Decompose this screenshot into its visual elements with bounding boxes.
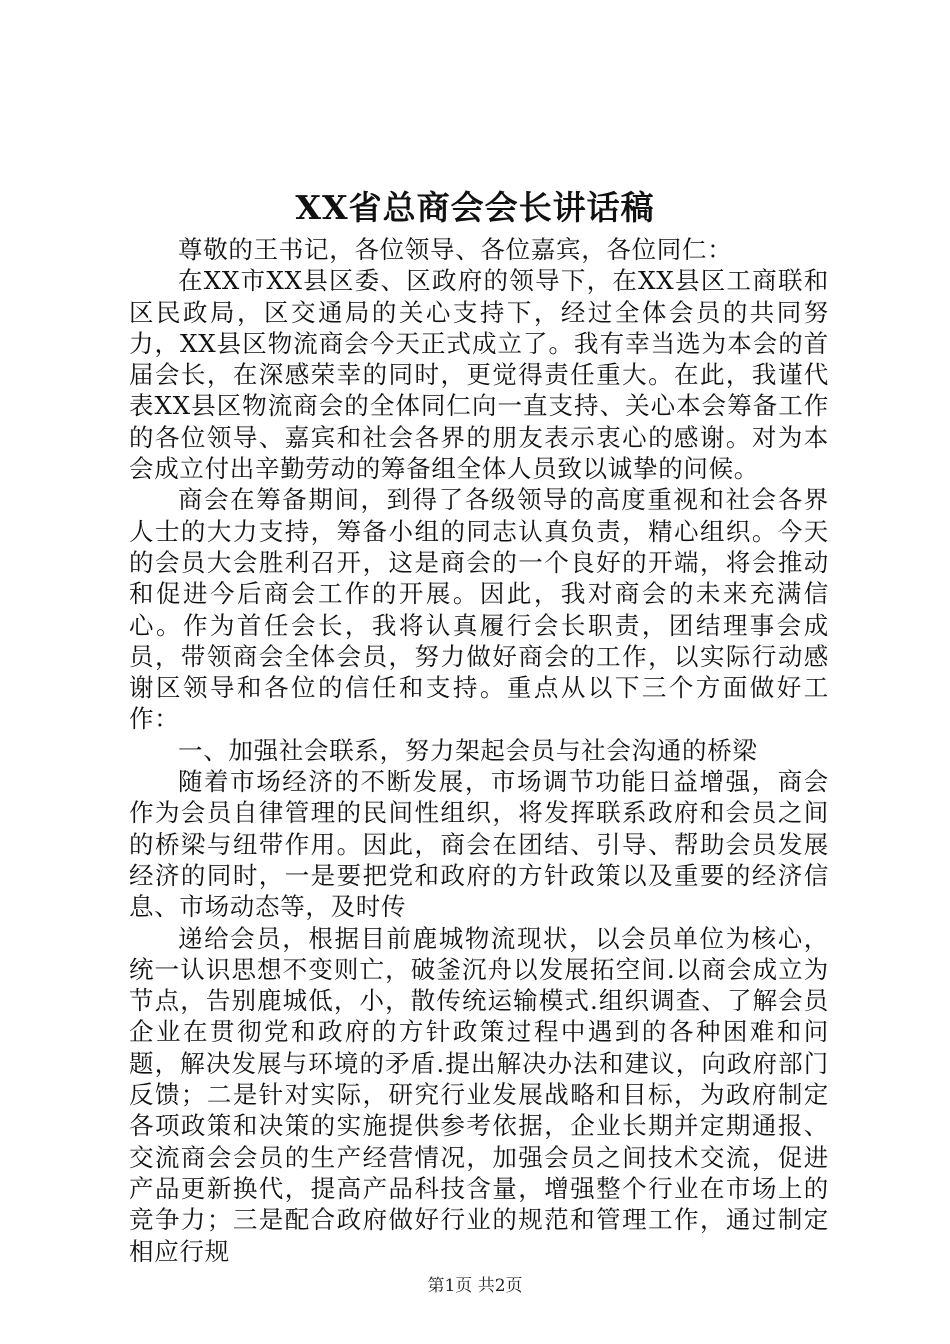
body-paragraph: 在XX市XX县区委、区政府的领导下，在XX县区工商联和区民政局，区交通局的关心支持下，经过全体会员的共同努力，XX县区物流商会今天正式成立了。我有幸当选为本会的首届会长，在深感荣幸的同时，更觉得责任重大。在此，我谨代表XX县区物流商会的全体同仁向一直支持、关心本会筹备工作的各位领导、嘉宾和社会各界的朋友表示衷心的感谢。对为本会成立付出辛勤劳动的筹备组全体人员致以诚挚的问候。 [129,266,829,484]
document-body [129,234,829,1267]
salutation-paragraph: 尊敬的王书记，各位领导、各位嘉宾，各位同仁： [178,235,733,264]
body-paragraph: 递给会员，根据目前鹿城物流现状，以会员单位为核心，统一认识思想不变则亡，破釜沉舟以发展拓空间.以商会成立为节点，告别鹿城低，小，散传统运输模式.组织调查、了解会员企业在贯彻党和政府的方针政策过程中遇到的各种困难和问题，解决发展与环境的矛盾.提出解决办法和建议，向政府部门反馈；二是针对实际，研究行业发展战略和目标，为政府制定各项政策和决策的实施提供参考依据，企业长期并定期通报、交流商会会员的生产经营情况，加强会员之间技术交流，促进产品更新换代，提高产品科技含量，增强整个行业在市场上的竞争力；三是配合政府做好行业的规范和管理工作，通过制定相应行规 [129,923,829,1266]
section-heading: 一、加强社会联系，努力架起会员与社会沟通的桥梁 [178,735,758,765]
body-paragraph: 商会在筹备期间，到得了各级领导的高度重视和社会各界人士的大力支持，筹备小组的同志认真负责，精心组织。今天的会员大会胜利召开，这是商会的一个良好的开端，将会推动和促进今后商会工作的开展。因此，我对商会的未来充满信心。作为首任会长，我将认真履行会长职责，团结理事会成员，带领商会全体会员，努力做好商会的工作，以实际行动感谢区领导和各位的信任和支持。重点从以下三个方面做好工作： [129,485,829,734]
document-title: XX省总商会会长讲话稿 [295,188,655,227]
body-paragraph: 随着市场经济的不断发展，市场调节功能日益增强，商会作为会员自律管理的民间性组织，将发挥联系政府和会员之间的桥梁与纽带作用。因此，商会在团结、引导、帮助会员发展经济的同时，一是要把党和政府的方针政策以及重要的经济信息、市场动态等，及时传 [129,767,829,922]
page-number-footer: 第1页 共2页 [427,1276,523,1296]
